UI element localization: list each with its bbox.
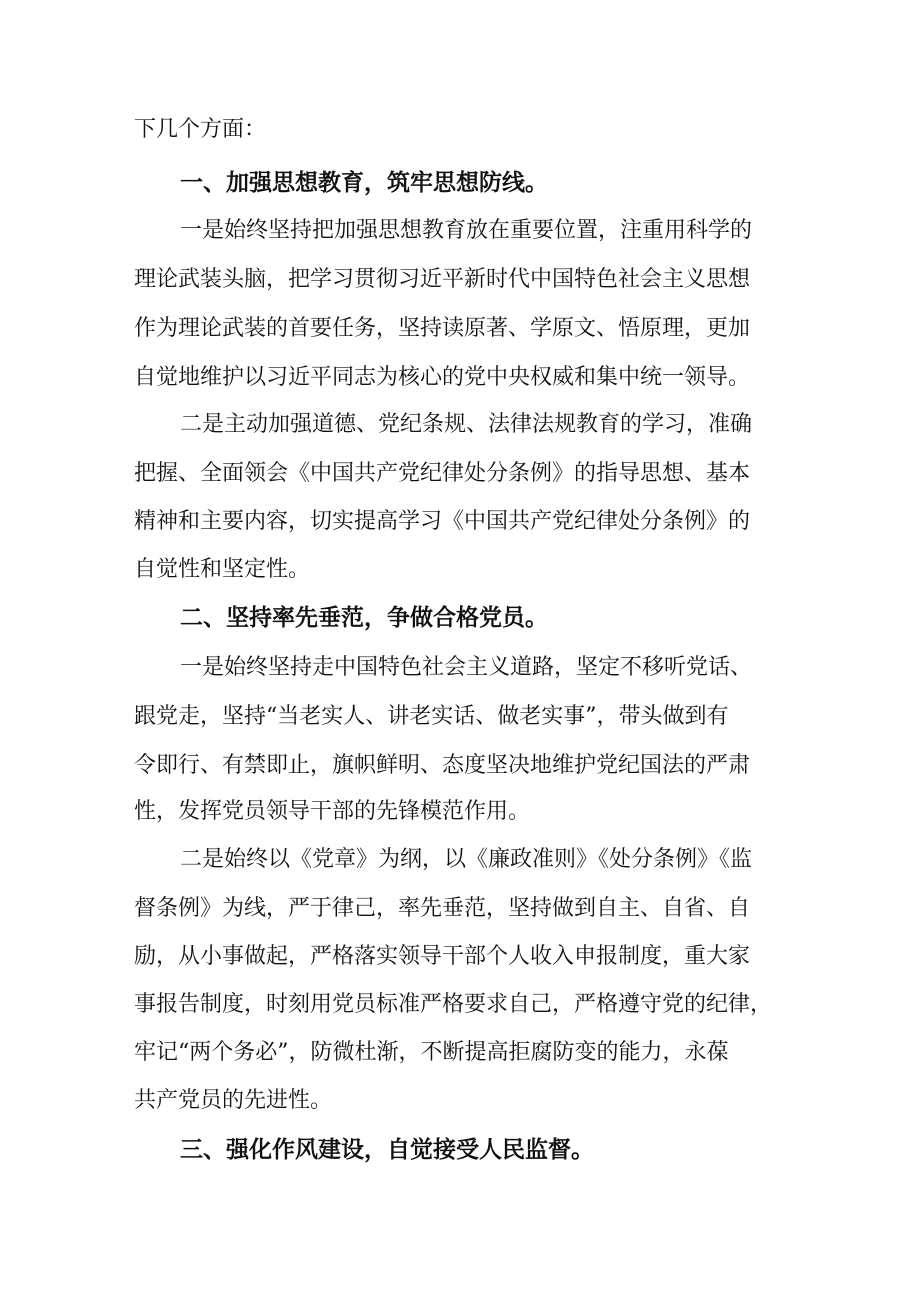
paragraph-text: 性，发挥党员领导干部的先锋模范作用。 bbox=[134, 799, 531, 824]
paragraph-line bbox=[0, 751, 920, 781]
paragraph-line bbox=[0, 797, 920, 827]
paragraph-text: 励，从小事做起，严格落实领导干部个人收入申报制度，重大家 bbox=[134, 944, 751, 969]
paragraph-text: 自觉地维护以习近平同志为核心的党中央权威和集中统一领导。 bbox=[134, 365, 751, 390]
paragraph-text: 精神和主要内容，切实提高学习《中国共产党纪律处分条例》的 bbox=[134, 509, 751, 534]
paragraph-line bbox=[0, 1038, 920, 1068]
paragraph-text: 共产党员的先进性。 bbox=[134, 1088, 333, 1113]
paragraph-line bbox=[0, 1086, 920, 1116]
paragraph-line bbox=[0, 942, 920, 972]
paragraph-line bbox=[0, 702, 920, 732]
section-heading-line bbox=[0, 603, 920, 633]
paragraph-line bbox=[0, 894, 920, 924]
paragraph-text: 跟党走，坚持“当老实人、讲老实话、做老实事”，带头做到有 bbox=[134, 704, 729, 729]
paragraph-text: 把握、全面领会《中国共产党纪律处分条例》的指导思想、基本 bbox=[134, 461, 751, 486]
paragraph-line bbox=[0, 314, 920, 344]
paragraph-text: 理论武装头脑，把学习贯彻习近平新时代中国特色社会主义思想 bbox=[134, 267, 751, 292]
section-heading-1: 一、加强思想教育，筑牢思想防线。 bbox=[180, 170, 548, 196]
paragraph-text: 一是始终坚持走中国特色社会主义道路，坚定不移听党话、 bbox=[180, 655, 753, 680]
paragraph-line bbox=[0, 363, 920, 393]
paragraph-text: 牢记“两个务必”，防微杜渐，不断提高拒腐防变的能力，永葆 bbox=[134, 1040, 729, 1065]
section-heading-line bbox=[0, 1135, 920, 1165]
section-heading-2: 二、坚持率先垂范，争做合格党员。 bbox=[180, 605, 548, 631]
paragraph-line bbox=[0, 507, 920, 537]
paragraph-text: 事报告制度，时刻用党员标准严格要求自己，严格遵守党的纪律， bbox=[134, 992, 773, 1017]
paragraph-text: 一是始终坚持把加强思想教育放在重要位置，注重用科学的 bbox=[180, 218, 753, 243]
paragraph-line bbox=[0, 410, 920, 440]
paragraph-text: 作为理论武装的首要任务，坚持读原著、学原文、悟原理，更加 bbox=[134, 316, 751, 341]
paragraph-line bbox=[0, 459, 920, 489]
paragraph-line bbox=[0, 555, 920, 585]
paragraph-line bbox=[0, 216, 920, 246]
paragraph-line bbox=[0, 990, 920, 1020]
paragraph-text: 自觉性和坚定性。 bbox=[134, 557, 311, 582]
paragraph-text: 令即行、有禁即止，旗帜鲜明、态度坚决地维护党纪国法的严肃 bbox=[134, 753, 751, 778]
continuation-text: 下几个方面： bbox=[134, 117, 267, 142]
text-line bbox=[0, 115, 920, 145]
section-heading-line bbox=[0, 168, 920, 198]
section-heading-3: 三、强化作风建设，自觉接受人民监督。 bbox=[180, 1137, 594, 1163]
paragraph-line bbox=[0, 845, 920, 875]
paragraph-line bbox=[0, 265, 920, 295]
paragraph-text: 督条例》为线，严于律己，率先垂范，坚持做到自主、自省、自 bbox=[134, 896, 751, 921]
paragraph-text: 二是主动加强道德、党纪条规、法律法规教育的学习，准确 bbox=[180, 412, 753, 437]
paragraph-line bbox=[0, 653, 920, 683]
paragraph-text: 二是始终以《党章》为纲，以《廉政准则》《处分条例》《监 bbox=[180, 847, 753, 872]
